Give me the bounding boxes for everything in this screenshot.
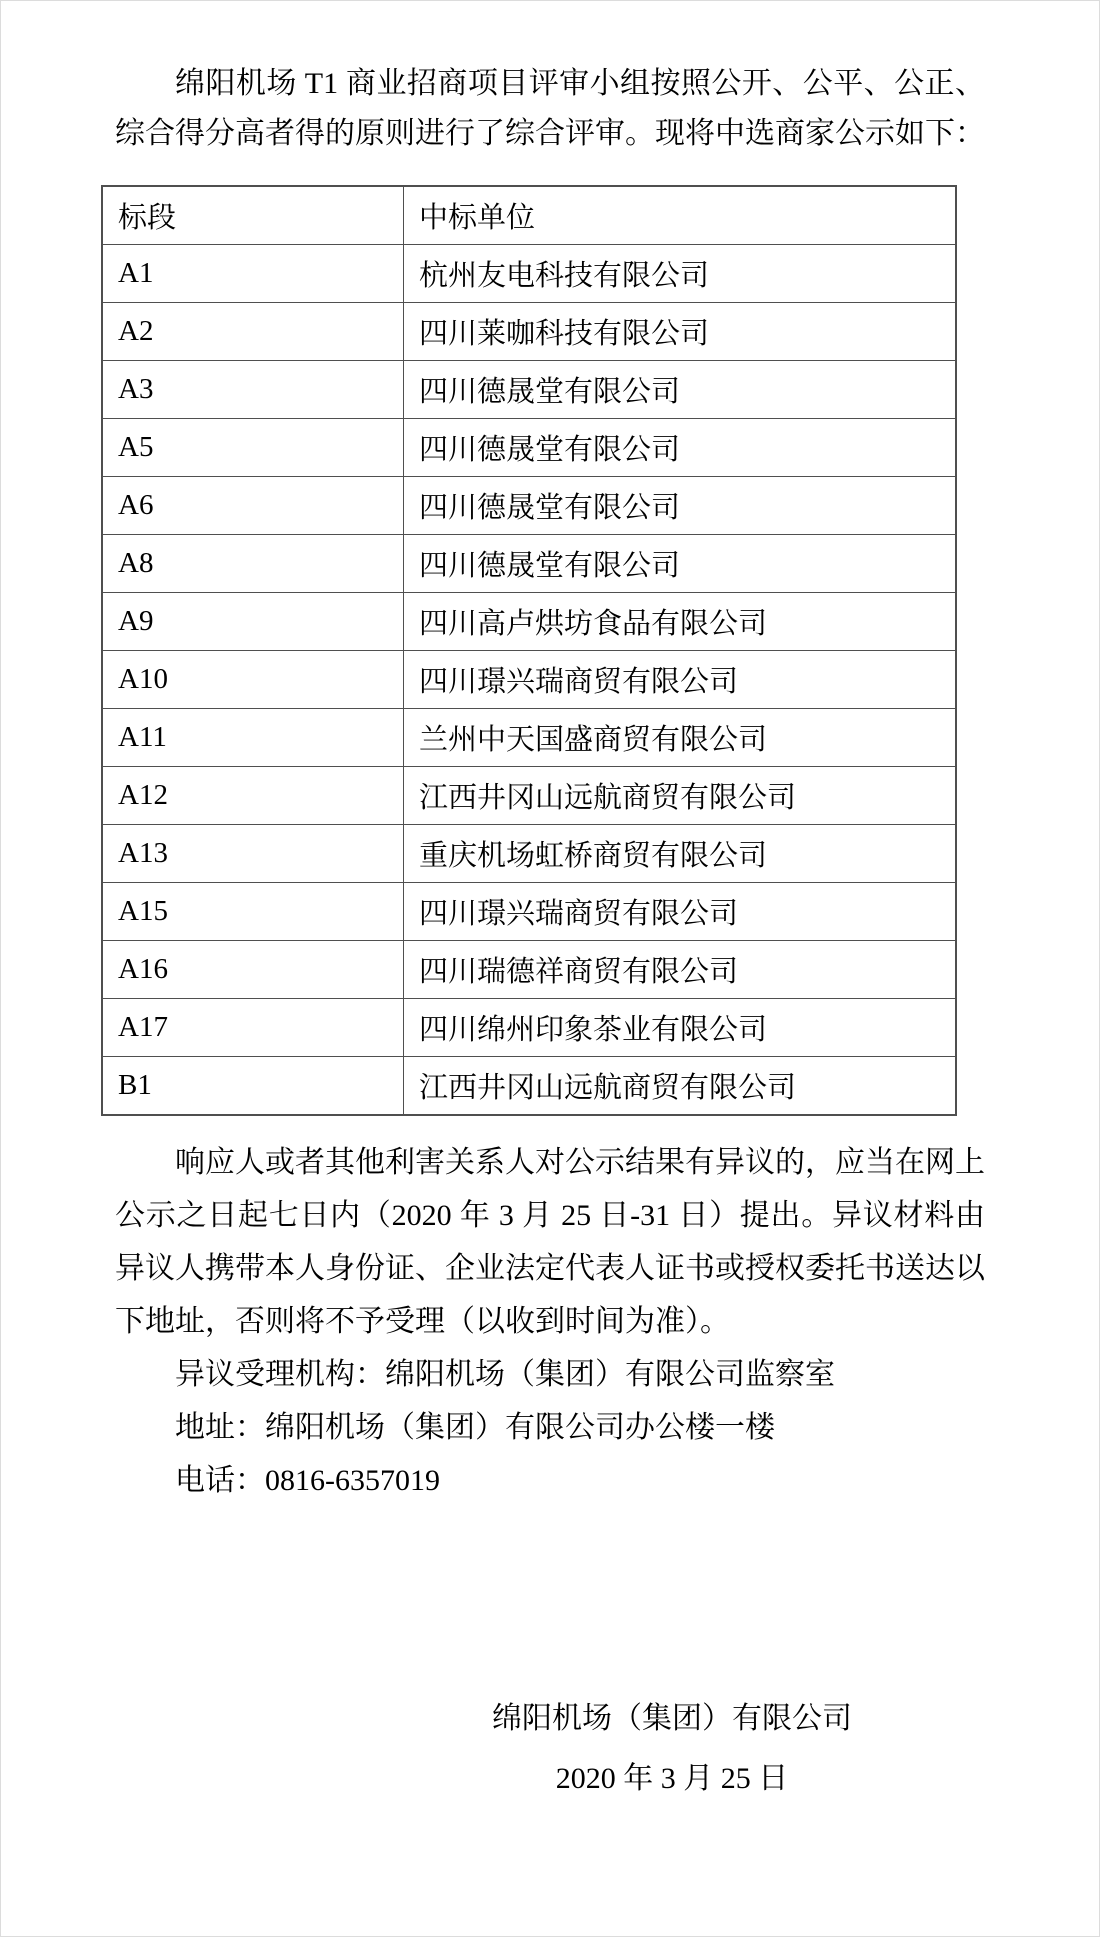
signature-company: 绵阳机场（集团）有限公司 bbox=[492, 1702, 852, 1735]
winner-cell: 四川德晟堂有限公司 bbox=[404, 535, 957, 593]
bid-section-cell: A11 bbox=[102, 709, 404, 767]
bid-section-cell: A17 bbox=[102, 999, 404, 1057]
table-row bbox=[102, 361, 956, 419]
bid-section-cell: B1 bbox=[102, 1057, 404, 1116]
table-row bbox=[102, 941, 956, 999]
signature-block bbox=[447, 1689, 897, 1809]
phone-line: 电话：0816-6357019 bbox=[175, 1464, 440, 1497]
table-row bbox=[102, 245, 956, 303]
bid-section-cell: A5 bbox=[102, 419, 404, 477]
objection-office-line: 异议受理机构：绵阳机场（集团）有限公司监察室 bbox=[175, 1358, 835, 1391]
table-row bbox=[102, 825, 956, 883]
table-row bbox=[102, 303, 956, 361]
winner-cell: 四川德晟堂有限公司 bbox=[404, 477, 957, 535]
winner-cell: 重庆机场虹桥商贸有限公司 bbox=[404, 825, 957, 883]
winner-cell: 四川璟兴瑞商贸有限公司 bbox=[404, 651, 957, 709]
table-row bbox=[102, 419, 956, 477]
table-row bbox=[102, 883, 956, 941]
bid-section-cell: A1 bbox=[102, 245, 404, 303]
table-row bbox=[102, 1057, 956, 1116]
winner-cell: 四川璟兴瑞商贸有限公司 bbox=[404, 883, 957, 941]
winner-cell: 四川德晟堂有限公司 bbox=[404, 361, 957, 419]
bid-section-cell: A12 bbox=[102, 767, 404, 825]
table-header-row bbox=[102, 186, 956, 245]
table-row bbox=[102, 709, 956, 767]
bid-section-cell: A10 bbox=[102, 651, 404, 709]
winner-cell: 四川瑞德祥商贸有限公司 bbox=[404, 941, 957, 999]
winner-cell: 杭州友电科技有限公司 bbox=[404, 245, 957, 303]
bid-section-cell: A3 bbox=[102, 361, 404, 419]
bid-section-cell: A13 bbox=[102, 825, 404, 883]
winner-cell: 四川德晟堂有限公司 bbox=[404, 419, 957, 477]
objection-paragraph: 响应人或者其他利害关系人对公示结果有异议的，应当在网上公示之日起七日内（2020 年 3 月 25 日-31 日）提出。异议材料由异议人携带本人身份证、企业法定代表人证书或授权委托书送达以下地址，否则将不予受理（以收到时间为准）。 bbox=[115, 1146, 985, 1338]
bid-section-cell: A9 bbox=[102, 593, 404, 651]
table-row bbox=[102, 535, 956, 593]
table-row bbox=[102, 651, 956, 709]
document-content bbox=[1, 1, 1099, 1809]
contact-block bbox=[115, 1348, 985, 1507]
winner-cell: 兰州中天国盛商贸有限公司 bbox=[404, 709, 957, 767]
signature-date: 2020 年 3 月 25 日 bbox=[555, 1762, 789, 1795]
winners-table bbox=[101, 185, 957, 1116]
bid-section-cell: A6 bbox=[102, 477, 404, 535]
table-row bbox=[102, 477, 956, 535]
winner-cell: 江西井冈山远航商贸有限公司 bbox=[404, 1057, 957, 1116]
winner-cell: 四川莱咖科技有限公司 bbox=[404, 303, 957, 361]
winner-cell: 江西井冈山远航商贸有限公司 bbox=[404, 767, 957, 825]
table-row bbox=[102, 767, 956, 825]
winner-cell: 四川高卢烘坊食品有限公司 bbox=[404, 593, 957, 651]
bid-section-cell: A15 bbox=[102, 883, 404, 941]
header-bid-section: 标段 bbox=[102, 186, 404, 245]
bid-section-cell: A8 bbox=[102, 535, 404, 593]
address-line: 地址：绵阳机场（集团）有限公司办公楼一楼 bbox=[175, 1411, 775, 1444]
winner-cell: 四川绵州印象茶业有限公司 bbox=[404, 999, 957, 1057]
table-row bbox=[102, 999, 956, 1057]
header-winning-unit: 中标单位 bbox=[404, 186, 957, 245]
intro-paragraph: 绵阳机场 T1 商业招商项目评审小组按照公开、公平、公正、综合得分高者得的原则进行了综合评审。现将中选商家公示如下： bbox=[115, 67, 985, 150]
table-row bbox=[102, 593, 956, 651]
bid-section-cell: A16 bbox=[102, 941, 404, 999]
bid-section-cell: A2 bbox=[102, 303, 404, 361]
